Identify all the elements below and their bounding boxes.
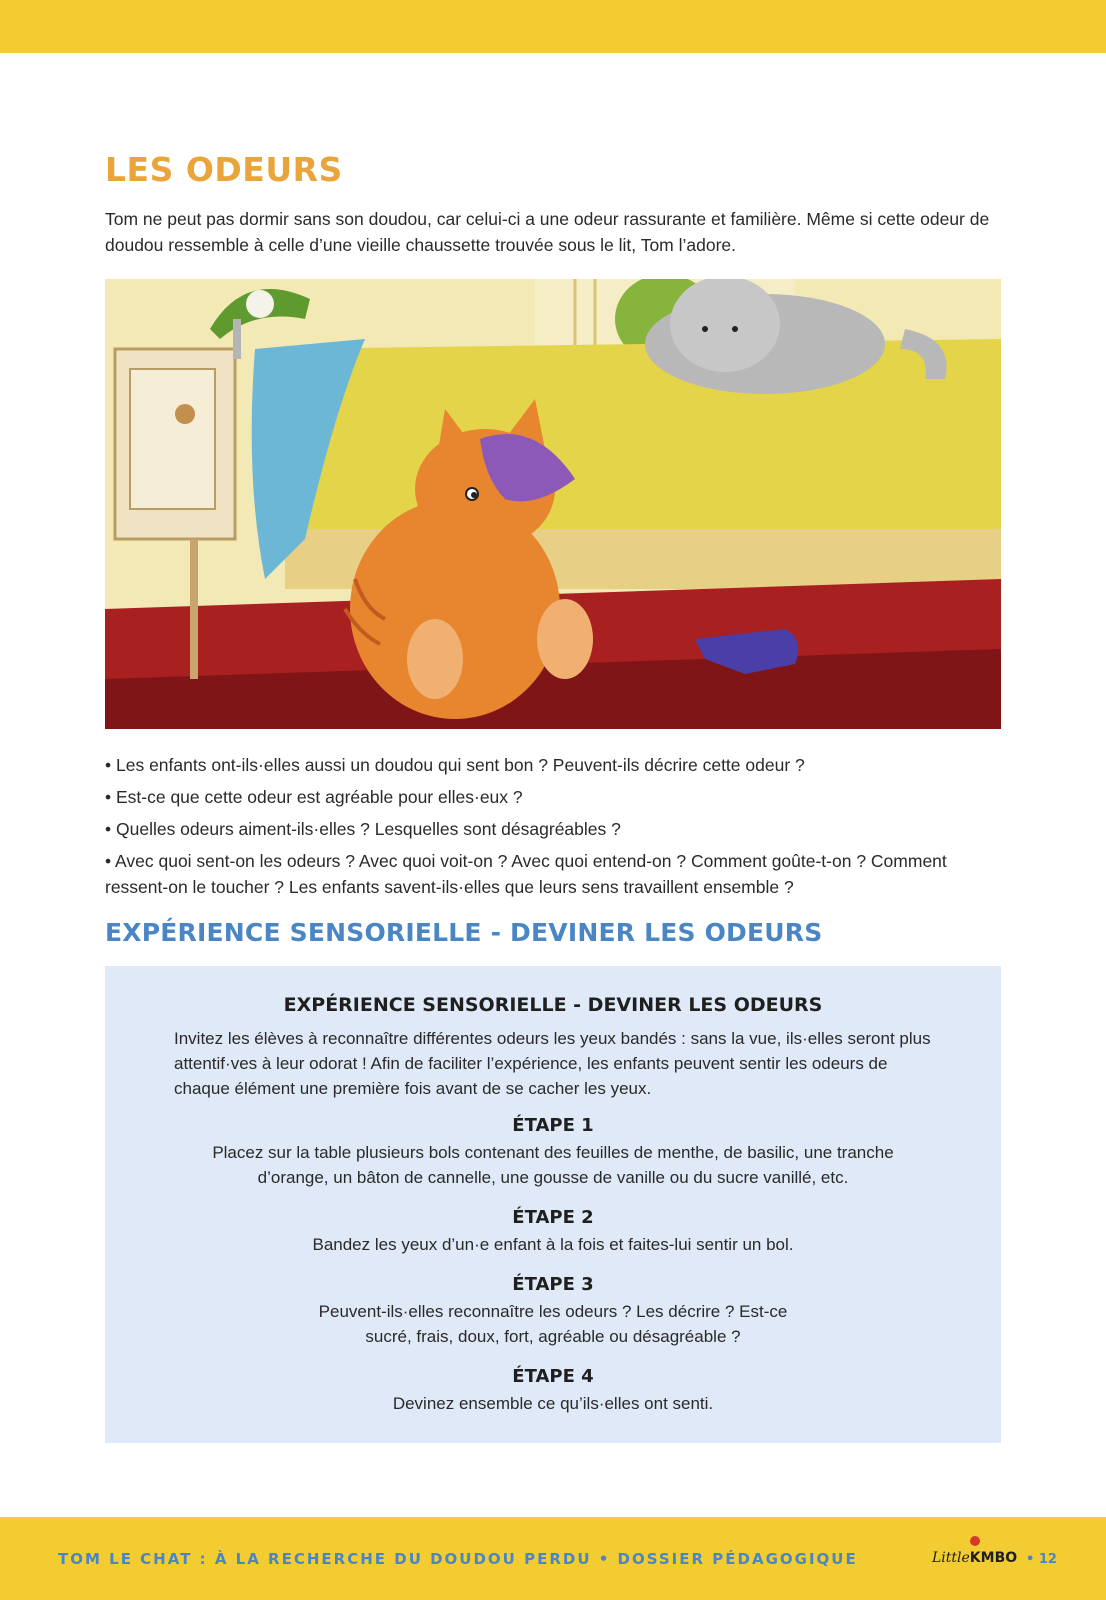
question-item: • Est-ce que cette odeur est agréable pour elles·eux ? <box>105 787 523 807</box>
step-title: ÉTAPE 2 <box>512 1207 594 1228</box>
intro-paragraph: Tom ne peut pas dormir sans son doudou, car celui-ci a une odeur rassurante et familière. Même si cette odeur de doudou ressemble à celle d’une vieille chaussette trouvée sous le lit, Tom l’adore. <box>105 209 990 255</box>
logo-little: Little <box>932 1550 970 1566</box>
activity-title: EXPÉRIENCE SENSORIELLE - DEVINER LES ODEURS <box>283 994 823 1016</box>
step-text: Placez sur la table plusieurs bols contenant des feuilles de menthe, de basilic, une tranche d’orange, un bâton de cannelle, une gousse de vanille ou du sucre vanillé, etc. <box>212 1143 894 1187</box>
step-1 <box>105 1114 1001 1190</box>
activity-box <box>105 966 1001 1443</box>
littlekmbo-logo <box>932 1550 1017 1566</box>
question-item: • Quelles odeurs aiment-ils·elles ? Lesquelles sont désagréables ? <box>105 819 621 839</box>
step-2 <box>105 1206 1001 1257</box>
section-title: EXPÉRIENCE SENSORIELLE - DEVINER LES ODEURS <box>105 918 823 947</box>
logo-kmbo: KMBO <box>969 1550 1018 1566</box>
activity-intro: Invitez les élèves à reconnaître différentes odeurs les yeux bandés : sans la vue, ils·elles seront plus attentif·ves à leur odorat ! Afin de faciliter l’expérience, les enfants peuvent sentir les odeurs de chaque élément une première fois avant de se cacher les yeux. <box>174 1029 931 1098</box>
question-item: • Avec quoi sent-on les odeurs ? Avec quoi voit-on ? Avec quoi entend-on ? Comment goûte-t-on ? Comment ressent-on le toucher ? Les enfants savent-ils·elles que leurs sens travaillent ensemble ? <box>105 851 947 897</box>
step-title: ÉTAPE 3 <box>512 1274 594 1295</box>
discussion-questions <box>105 752 1005 906</box>
step-text: Bandez les yeux d’un·e enfant à la fois et faites-lui sentir un bol. <box>312 1235 794 1254</box>
footer-title: TOM LE CHAT : À LA RECHERCHE DU DOUDOU PERDU • DOSSIER PÉDAGOGIQUE <box>58 1550 858 1568</box>
illustration-tom-the-cat <box>105 279 1001 729</box>
top-banner <box>0 0 1106 53</box>
page-title: LES ODEURS <box>105 150 343 189</box>
step-title: ÉTAPE 1 <box>512 1115 594 1136</box>
page-number: • 12 <box>1026 1552 1057 1567</box>
question-item: • Les enfants ont-ils·elles aussi un doudou qui sent bon ? Peuvent-ils décrire cette odeur ? <box>105 755 805 775</box>
step-text: Devinez ensemble ce qu’ils·elles ont senti. <box>392 1394 714 1413</box>
step-4 <box>105 1365 1001 1416</box>
step-title: ÉTAPE 4 <box>512 1366 594 1387</box>
ladybug-icon <box>970 1536 980 1546</box>
step-text: Peuvent-ils·elles reconnaître les odeurs ? Les décrire ? Est-ce sucré, frais, doux, fort, agréable ou désagréable ? <box>318 1302 788 1346</box>
step-3 <box>105 1273 1001 1349</box>
